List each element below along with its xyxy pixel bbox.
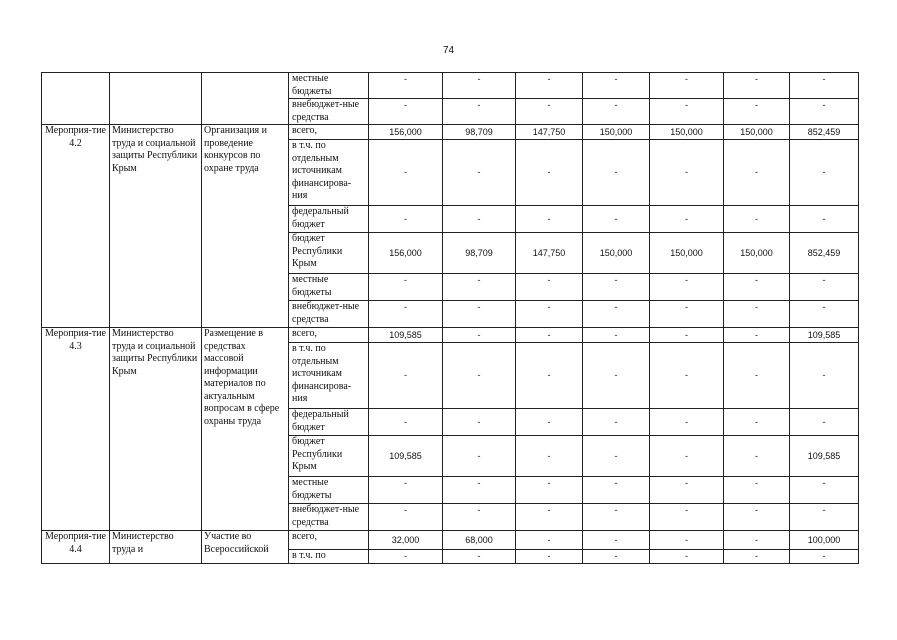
- value-cell: -: [724, 73, 790, 99]
- value-cell: -: [516, 343, 583, 409]
- value-cell: -: [583, 140, 650, 206]
- value-cell: -: [516, 73, 583, 99]
- value-cell: -: [650, 73, 724, 99]
- value-cell: -: [650, 436, 724, 477]
- value-cell: -: [724, 504, 790, 531]
- value-cell: 150,000: [650, 233, 724, 274]
- value-cell: -: [516, 328, 583, 343]
- value-cell: -: [516, 436, 583, 477]
- funding-source-cell: всего,: [289, 531, 369, 550]
- value-cell: 68,000: [443, 531, 516, 550]
- value-cell: 150,000: [650, 125, 724, 140]
- table-row: [42, 125, 859, 140]
- value-cell: 100,000: [790, 531, 859, 550]
- value-cell: -: [516, 477, 583, 504]
- value-cell: -: [650, 531, 724, 550]
- executor-cell: Министерство труда и: [110, 531, 202, 564]
- table-row: [42, 328, 859, 343]
- value-cell: 109,585: [790, 436, 859, 477]
- value-cell: -: [724, 301, 790, 328]
- value-cell: -: [650, 274, 724, 301]
- value-cell: -: [369, 477, 443, 504]
- value-cell: 147,750: [516, 233, 583, 274]
- value-cell: 150,000: [724, 233, 790, 274]
- value-cell: -: [650, 504, 724, 531]
- value-cell: 852,459: [790, 233, 859, 274]
- value-cell: 147,750: [516, 125, 583, 140]
- value-cell: -: [443, 436, 516, 477]
- value-cell: -: [790, 301, 859, 328]
- value-cell: 109,585: [369, 436, 443, 477]
- value-cell: -: [443, 99, 516, 125]
- value-cell: -: [583, 274, 650, 301]
- value-cell: -: [650, 328, 724, 343]
- value-cell: -: [443, 301, 516, 328]
- value-cell: -: [443, 504, 516, 531]
- value-cell: -: [724, 343, 790, 409]
- value-cell: 852,459: [790, 125, 859, 140]
- value-cell: 150,000: [583, 125, 650, 140]
- value-cell: -: [369, 99, 443, 125]
- value-cell: -: [724, 99, 790, 125]
- value-cell: -: [650, 140, 724, 206]
- value-cell: -: [650, 301, 724, 328]
- funding-source-cell: всего,: [289, 125, 369, 140]
- value-cell: -: [583, 504, 650, 531]
- value-cell: -: [443, 140, 516, 206]
- value-cell: -: [516, 274, 583, 301]
- funding-source-cell: в т.ч. по отдельным источникам финансирова-ния: [289, 343, 369, 409]
- value-cell: -: [583, 477, 650, 504]
- value-cell: -: [724, 477, 790, 504]
- executor-cell: Министерство труда и социальной защиты Республики Крым: [110, 328, 202, 531]
- value-cell: -: [369, 206, 443, 233]
- value-cell: -: [650, 206, 724, 233]
- value-cell: -: [650, 409, 724, 436]
- value-cell: 150,000: [724, 125, 790, 140]
- value-cell: -: [369, 301, 443, 328]
- measure-name-cell: Мероприя-тие 4.3: [42, 328, 110, 531]
- description-cell: Участие во Всероссийской: [202, 531, 289, 564]
- funding-source-cell: в т.ч. по: [289, 550, 369, 564]
- value-cell: 98,709: [443, 125, 516, 140]
- measure-name-cell: Мероприя-тие 4.4: [42, 531, 110, 564]
- funding-source-cell: местные бюджеты: [289, 73, 369, 99]
- value-cell: -: [724, 328, 790, 343]
- description-cell: Организация и проведение конкурсов по охране труда: [202, 125, 289, 328]
- value-cell: -: [516, 140, 583, 206]
- funding-source-cell: внебюджет-ные средства: [289, 504, 369, 531]
- value-cell: -: [724, 140, 790, 206]
- value-cell: -: [724, 531, 790, 550]
- funding-source-cell: бюджет Республики Крым: [289, 233, 369, 274]
- executor-cell: Министерство труда и социальной защиты Республики Крым: [110, 125, 202, 328]
- value-cell: -: [583, 206, 650, 233]
- value-cell: -: [790, 550, 859, 564]
- value-cell: -: [516, 301, 583, 328]
- value-cell: -: [369, 343, 443, 409]
- value-cell: 156,000: [369, 125, 443, 140]
- value-cell: -: [724, 436, 790, 477]
- value-cell: 156,000: [369, 233, 443, 274]
- value-cell: -: [369, 73, 443, 99]
- value-cell: -: [650, 477, 724, 504]
- value-cell: -: [790, 477, 859, 504]
- value-cell: -: [583, 301, 650, 328]
- value-cell: 32,000: [369, 531, 443, 550]
- value-cell: -: [724, 274, 790, 301]
- value-cell: -: [369, 409, 443, 436]
- value-cell: 98,709: [443, 233, 516, 274]
- value-cell: -: [790, 343, 859, 409]
- value-cell: -: [650, 343, 724, 409]
- value-cell: -: [650, 99, 724, 125]
- value-cell: 109,585: [790, 328, 859, 343]
- value-cell: -: [650, 550, 724, 564]
- budget-table: [41, 72, 859, 564]
- value-cell: -: [583, 99, 650, 125]
- description-cell: Размещение в средствах массовой информации материалов по актуальным вопросам в сфере охраны труда: [202, 328, 289, 531]
- value-cell: -: [790, 206, 859, 233]
- value-cell: -: [443, 328, 516, 343]
- value-cell: -: [790, 274, 859, 301]
- page-number: 74: [442, 45, 455, 56]
- funding-source-cell: федеральный бюджет: [289, 206, 369, 233]
- value-cell: -: [516, 550, 583, 564]
- measure-name-cell: [42, 73, 110, 125]
- value-cell: -: [583, 328, 650, 343]
- value-cell: -: [516, 206, 583, 233]
- value-cell: 150,000: [583, 233, 650, 274]
- value-cell: -: [583, 436, 650, 477]
- value-cell: -: [583, 409, 650, 436]
- value-cell: -: [369, 550, 443, 564]
- table-row: [42, 73, 859, 99]
- value-cell: -: [443, 409, 516, 436]
- value-cell: -: [443, 274, 516, 301]
- funding-source-cell: бюджет Республики Крым: [289, 436, 369, 477]
- table-row: [42, 531, 859, 550]
- value-cell: 109,585: [369, 328, 443, 343]
- value-cell: -: [443, 477, 516, 504]
- budget-table-body: [42, 73, 859, 564]
- value-cell: -: [790, 409, 859, 436]
- funding-source-cell: местные бюджеты: [289, 477, 369, 504]
- description-cell: [202, 73, 289, 125]
- value-cell: -: [443, 343, 516, 409]
- funding-source-cell: в т.ч. по отдельным источникам финансирова-ния: [289, 140, 369, 206]
- funding-source-cell: внебюджет-ные средства: [289, 99, 369, 125]
- value-cell: -: [790, 140, 859, 206]
- funding-source-cell: федеральный бюджет: [289, 409, 369, 436]
- value-cell: -: [516, 531, 583, 550]
- funding-source-cell: всего,: [289, 328, 369, 343]
- value-cell: -: [583, 343, 650, 409]
- value-cell: -: [516, 504, 583, 531]
- value-cell: -: [443, 550, 516, 564]
- executor-cell: [110, 73, 202, 125]
- value-cell: -: [724, 550, 790, 564]
- value-cell: -: [724, 206, 790, 233]
- value-cell: -: [516, 99, 583, 125]
- value-cell: -: [583, 73, 650, 99]
- funding-source-cell: внебюджет-ные средства: [289, 301, 369, 328]
- value-cell: -: [516, 409, 583, 436]
- measure-name-cell: Мероприя-тие 4.2: [42, 125, 110, 328]
- value-cell: -: [790, 99, 859, 125]
- value-cell: -: [790, 504, 859, 531]
- value-cell: -: [790, 73, 859, 99]
- value-cell: -: [724, 409, 790, 436]
- value-cell: -: [443, 73, 516, 99]
- value-cell: -: [369, 504, 443, 531]
- value-cell: -: [369, 274, 443, 301]
- value-cell: -: [583, 531, 650, 550]
- value-cell: -: [583, 550, 650, 564]
- value-cell: -: [443, 206, 516, 233]
- value-cell: -: [369, 140, 443, 206]
- funding-source-cell: местные бюджеты: [289, 274, 369, 301]
